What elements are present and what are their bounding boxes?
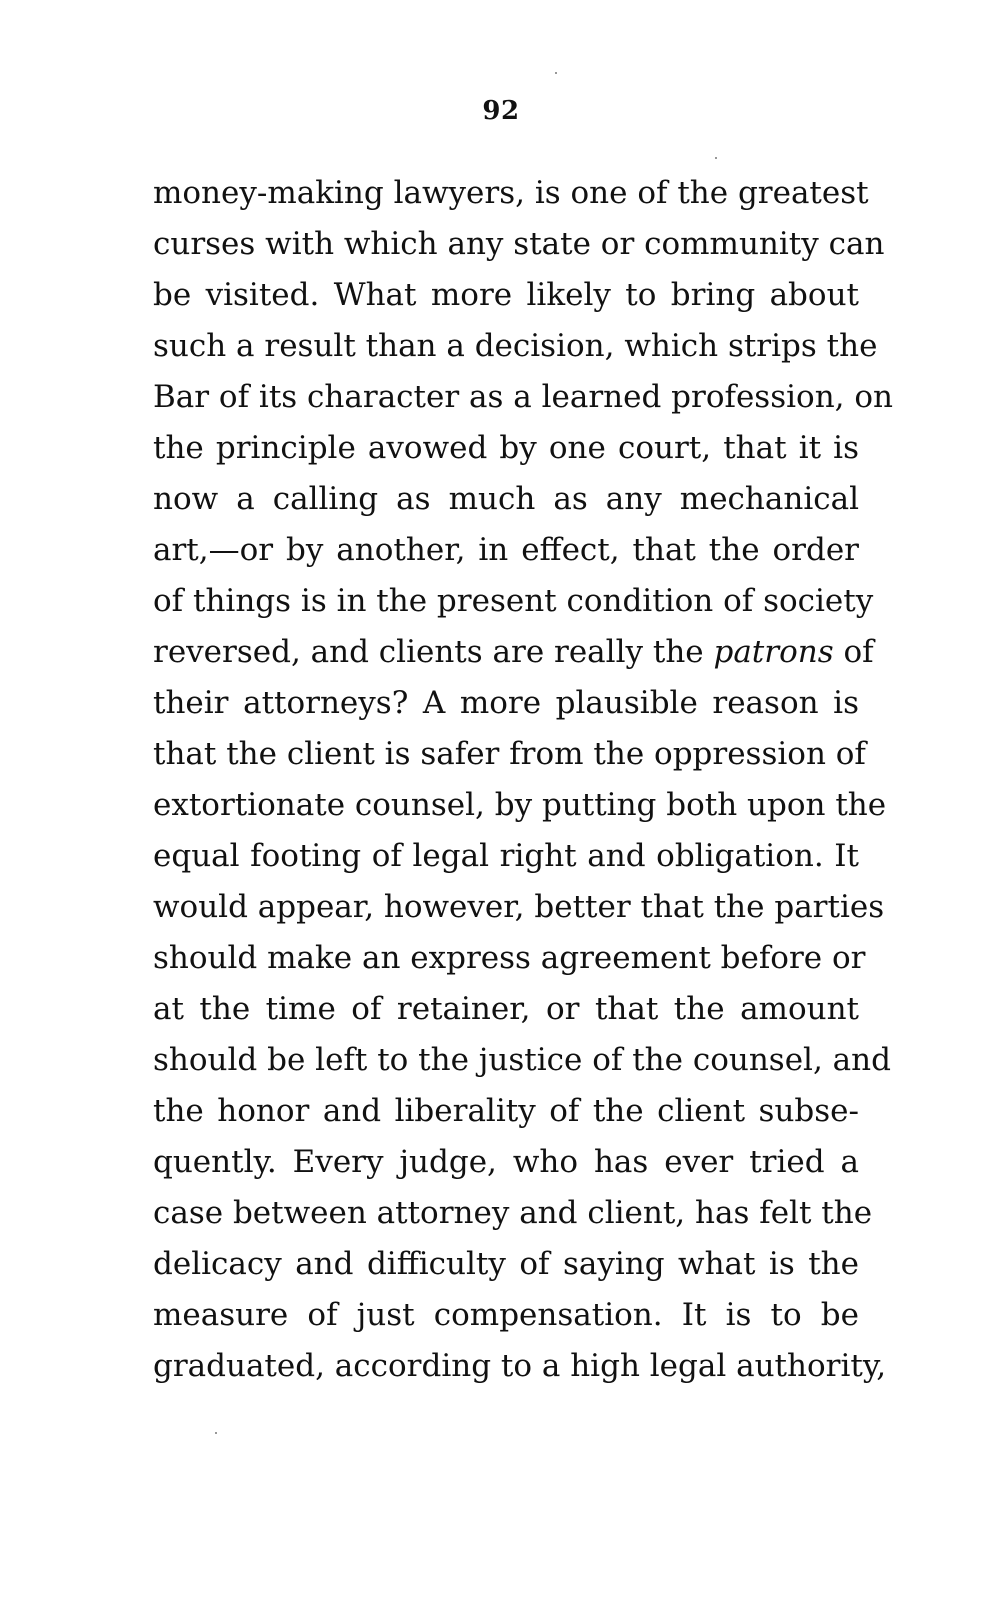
text-line: curses with which any state or community can bbox=[153, 226, 885, 262]
text-line: the principle avowed by one court, that it is bbox=[153, 430, 859, 466]
text-line: the honor and liberality of the client subse- bbox=[153, 1093, 859, 1129]
text-line: quently. Every judge, who has ever tried a bbox=[153, 1144, 859, 1180]
text-line: at the time of retainer, or that the amount bbox=[153, 991, 859, 1027]
text-line: art,—or by another, in effect, that the order bbox=[153, 532, 859, 568]
text-line: money-making lawyers, is one of the greatest bbox=[153, 175, 869, 211]
text-line: would appear, however, better that the parties bbox=[153, 889, 885, 925]
text-line: case between attorney and client, has felt the bbox=[153, 1195, 873, 1231]
text-line: extortionate counsel, by putting both upon the bbox=[153, 787, 887, 823]
text-line: their attorneys? A more plausible reason is bbox=[153, 685, 859, 721]
text-line: graduated, according to a high legal authority, bbox=[153, 1348, 887, 1384]
text-line: that the client is safer from the oppression of bbox=[153, 736, 866, 772]
text-segment: reversed, and clients are really the bbox=[153, 634, 714, 670]
page-number: 92 bbox=[482, 96, 520, 126]
text-line: of things is in the present condition of society bbox=[153, 583, 874, 619]
text-line: should be left to the justice of the counsel, and bbox=[153, 1042, 891, 1078]
text-line: equal footing of legal right and obligation. It bbox=[153, 838, 859, 874]
text-line: measure of just compensation. It is to be bbox=[153, 1297, 859, 1333]
text-line: delicacy and difficulty of saying what is the bbox=[153, 1246, 859, 1282]
paper-speck bbox=[715, 157, 717, 159]
text-line: now a calling as much as any mechanical bbox=[153, 481, 859, 517]
paper-speck bbox=[215, 1432, 217, 1434]
text-line-with-italic bbox=[153, 627, 874, 678]
italic-word: patrons bbox=[713, 634, 834, 670]
text-segment: of bbox=[833, 634, 874, 670]
text-line: be visited. What more likely to bring about bbox=[153, 277, 859, 313]
text-line: Bar of its character as a learned profession, on bbox=[153, 379, 894, 415]
text-line: should make an express agreement before or bbox=[153, 940, 866, 976]
body-text bbox=[153, 168, 894, 1392]
paper-speck bbox=[555, 72, 557, 74]
text-line: such a result than a decision, which strips the bbox=[153, 328, 878, 364]
